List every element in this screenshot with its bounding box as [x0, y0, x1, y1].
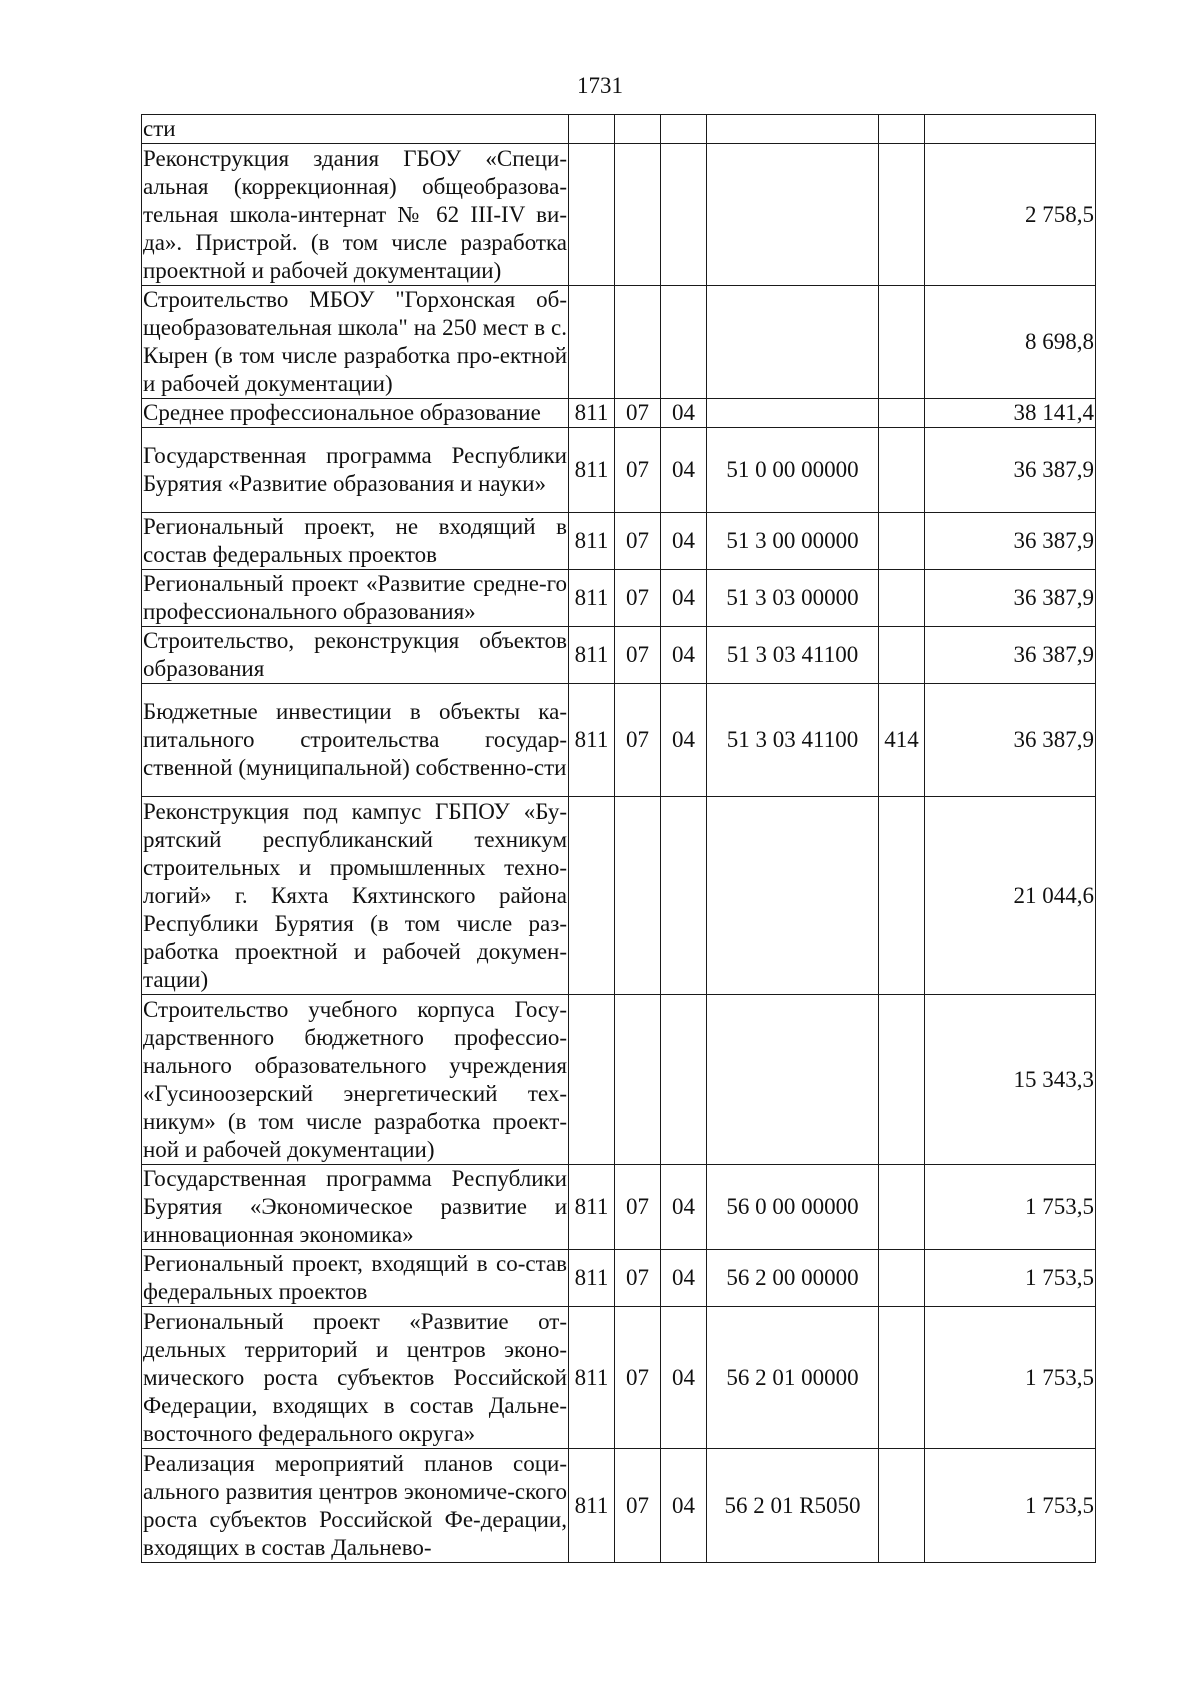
row-amount-cell: 36 387,9 [925, 513, 1096, 570]
row-subsection-cell [661, 144, 707, 286]
row-subsection-cell: 04 [661, 627, 707, 684]
row-expense-type-cell [879, 570, 925, 627]
row-grbs-cell [569, 286, 615, 399]
row-subsection-cell [661, 286, 707, 399]
row-subsection-cell: 04 [661, 1307, 707, 1449]
table-row [142, 797, 1096, 995]
row-amount-cell: 2 758,5 [925, 144, 1096, 286]
row-target-article-cell: 51 3 03 41100 [707, 684, 879, 797]
row-expense-type-cell [879, 115, 925, 144]
row-subsection-cell: 04 [661, 399, 707, 428]
row-name-cell: Государственная программа Республики Бурятия «Экономическое развитие и инновационная экономика» [142, 1165, 569, 1250]
row-grbs-cell: 811 [569, 627, 615, 684]
row-amount-cell: 1 753,5 [925, 1250, 1096, 1307]
row-amount-cell: 36 387,9 [925, 428, 1096, 513]
row-target-article-cell [707, 797, 879, 995]
row-grbs-cell: 811 [569, 570, 615, 627]
row-section-cell: 07 [615, 1307, 661, 1449]
row-expense-type-cell [879, 995, 925, 1165]
row-subsection-cell: 04 [661, 1449, 707, 1563]
row-section-cell: 07 [615, 1449, 661, 1563]
table-row [142, 286, 1096, 399]
row-name-cell: Реализация мероприятий планов соци-ального развития центров экономиче-ского роста субъектов Российской Фе-дерации, входящих в состав Дальнево- [142, 1449, 569, 1563]
row-section-cell: 07 [615, 627, 661, 684]
row-target-article-cell: 56 2 01 00000 [707, 1307, 879, 1449]
row-target-article-cell: 56 2 00 00000 [707, 1250, 879, 1307]
row-name-cell: сти [142, 115, 569, 144]
row-amount-cell: 1 753,5 [925, 1307, 1096, 1449]
row-name-cell: Реконструкция под кампус ГБПОУ «Бу-рятский республиканский техникум строительных и промышленных техно-логий» г. Кяхта Кяхтинского района Республики Бурятия (в том числе раз-работка проектной и рабочей докумен-тации) [142, 797, 569, 995]
row-expense-type-cell [879, 144, 925, 286]
row-grbs-cell [569, 144, 615, 286]
row-name-cell: Государственная программа Республики Бурятия «Развитие образования и науки» [142, 428, 569, 513]
row-target-article-cell [707, 115, 879, 144]
row-name-cell: Региональный проект «Развитие средне-го профессионального образования» [142, 570, 569, 627]
row-grbs-cell [569, 797, 615, 995]
row-grbs-cell [569, 115, 615, 144]
row-amount-cell: 36 387,9 [925, 684, 1096, 797]
row-target-article-cell [707, 144, 879, 286]
row-section-cell: 07 [615, 1165, 661, 1250]
row-section-cell [615, 286, 661, 399]
row-target-article-cell: 56 2 01 R5050 [707, 1449, 879, 1563]
row-grbs-cell: 811 [569, 1165, 615, 1250]
row-grbs-cell: 811 [569, 1307, 615, 1449]
row-grbs-cell: 811 [569, 399, 615, 428]
row-amount-cell: 1 753,5 [925, 1165, 1096, 1250]
row-name-cell: Реконструкция здания ГБОУ «Специ-альная (коррекционная) общеобразова-тельная школа-интернат № 62 III-IV ви-да». Пристрой. (в том числе разработка проектной и рабочей документации) [142, 144, 569, 286]
page-number: 1731 [577, 73, 623, 98]
table-row [142, 513, 1096, 570]
row-target-article-cell: 51 3 03 41100 [707, 627, 879, 684]
row-section-cell: 07 [615, 513, 661, 570]
row-expense-type-cell [879, 1449, 925, 1563]
row-target-article-cell [707, 399, 879, 428]
row-amount-cell: 8 698,8 [925, 286, 1096, 399]
row-target-article-cell [707, 286, 879, 399]
row-amount-cell: 1 753,5 [925, 1449, 1096, 1563]
budget-table-body [142, 115, 1096, 1563]
row-subsection-cell: 04 [661, 1165, 707, 1250]
row-expense-type-cell [879, 1307, 925, 1449]
row-expense-type-cell [879, 513, 925, 570]
row-subsection-cell: 04 [661, 684, 707, 797]
row-name-cell: Среднее профессиональное образование [142, 399, 569, 428]
row-section-cell: 07 [615, 570, 661, 627]
table-row [142, 115, 1096, 144]
row-section-cell [615, 797, 661, 995]
row-grbs-cell: 811 [569, 1449, 615, 1563]
row-target-article-cell: 51 0 00 00000 [707, 428, 879, 513]
row-subsection-cell: 04 [661, 570, 707, 627]
row-subsection-cell [661, 995, 707, 1165]
row-section-cell: 07 [615, 684, 661, 797]
row-name-cell: Строительство, реконструкция объектов образования [142, 627, 569, 684]
table-row [142, 1250, 1096, 1307]
row-section-cell [615, 115, 661, 144]
row-subsection-cell [661, 797, 707, 995]
row-name-cell: Строительство МБОУ "Горхонская об-щеобразовательная школа" на 250 мест в с. Кырен (в том числе разработка про-ектной и рабочей документации) [142, 286, 569, 399]
row-expense-type-cell [879, 399, 925, 428]
row-subsection-cell: 04 [661, 513, 707, 570]
table-row [142, 1165, 1096, 1250]
row-section-cell [615, 144, 661, 286]
row-grbs-cell: 811 [569, 513, 615, 570]
table-row [142, 995, 1096, 1165]
row-name-cell: Строительство учебного корпуса Госу-дарственного бюджетного профессио-нального образовательного учреждения «Гусиноозерский энергетический тех-никум» (в том числе разработка проект-ной и рабочей документации) [142, 995, 569, 1165]
row-subsection-cell: 04 [661, 428, 707, 513]
row-target-article-cell: 56 0 00 00000 [707, 1165, 879, 1250]
row-expense-type-cell: 414 [879, 684, 925, 797]
row-amount-cell: 38 141,4 [925, 399, 1096, 428]
row-subsection-cell [661, 115, 707, 144]
row-section-cell: 07 [615, 428, 661, 513]
row-expense-type-cell [879, 627, 925, 684]
row-amount-cell [925, 115, 1096, 144]
table-row [142, 627, 1096, 684]
row-section-cell: 07 [615, 1250, 661, 1307]
row-amount-cell: 36 387,9 [925, 627, 1096, 684]
row-grbs-cell: 811 [569, 1250, 615, 1307]
table-row [142, 1307, 1096, 1449]
row-amount-cell: 15 343,3 [925, 995, 1096, 1165]
row-grbs-cell: 811 [569, 684, 615, 797]
row-name-cell: Региональный проект, не входящий в состав федеральных проектов [142, 513, 569, 570]
row-target-article-cell: 51 3 03 00000 [707, 570, 879, 627]
table-row [142, 399, 1096, 428]
table-row [142, 570, 1096, 627]
row-name-cell: Бюджетные инвестиции в объекты ка-питального строительства государ-ственной (муниципальной) собственно-сти [142, 684, 569, 797]
row-expense-type-cell [879, 428, 925, 513]
row-subsection-cell: 04 [661, 1250, 707, 1307]
table-row [142, 428, 1096, 513]
budget-table [141, 114, 1096, 1563]
row-target-article-cell [707, 995, 879, 1165]
table-row [142, 684, 1096, 797]
row-name-cell: Региональный проект, входящий в со-став федеральных проектов [142, 1250, 569, 1307]
row-grbs-cell [569, 995, 615, 1165]
row-target-article-cell: 51 3 00 00000 [707, 513, 879, 570]
table-row [142, 1449, 1096, 1563]
row-section-cell [615, 995, 661, 1165]
table-row [142, 144, 1096, 286]
row-expense-type-cell [879, 1165, 925, 1250]
row-expense-type-cell [879, 797, 925, 995]
row-amount-cell: 21 044,6 [925, 797, 1096, 995]
row-grbs-cell: 811 [569, 428, 615, 513]
row-expense-type-cell [879, 1250, 925, 1307]
row-expense-type-cell [879, 286, 925, 399]
row-amount-cell: 36 387,9 [925, 570, 1096, 627]
row-section-cell: 07 [615, 399, 661, 428]
row-name-cell: Региональный проект «Развитие от-дельных территорий и центров эконо-мического роста субъектов Российской Федерации, входящих в состав Дальне-восточного федерального округа» [142, 1307, 569, 1449]
